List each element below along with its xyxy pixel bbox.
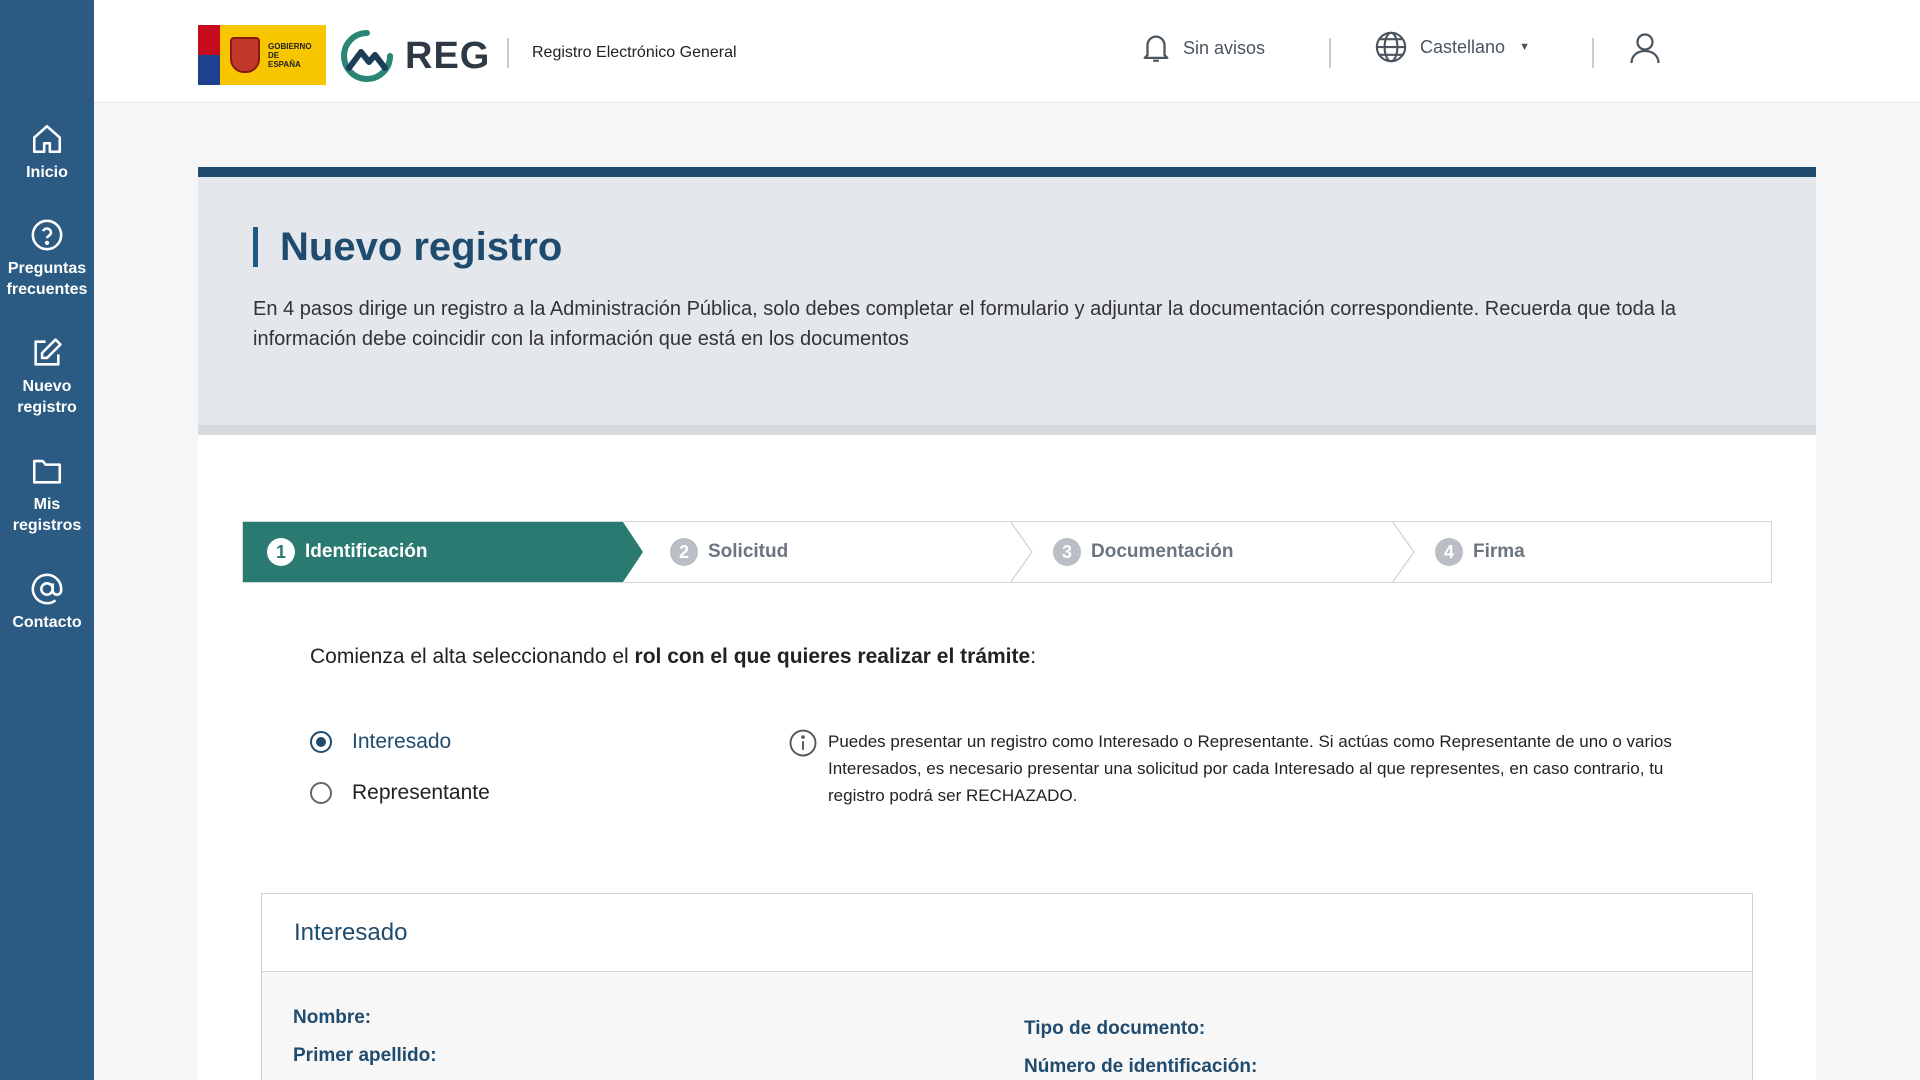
step-separator-icon [1008, 521, 1038, 583]
step-label: Identificación [305, 541, 428, 562]
field-label-primer-apellido: Primer apellido: [293, 1045, 437, 1066]
sidebar-item-label: Inicio [26, 164, 68, 181]
notifications-label: Sin avisos [1183, 37, 1266, 58]
radio-label: Representante [352, 781, 490, 804]
eu-stripe-icon [198, 25, 220, 85]
step-label: Solicitud [708, 541, 789, 562]
language-label: Castellano [1420, 36, 1506, 57]
sidebar-item-nuevo-registro[interactable] [0, 336, 94, 418]
info-text: Puedes presentar un registro como Interesado o Representante. Si actúas como Representante de uno o varios Interesados, es necesario presentar una solicitud por cada Interesado al que representes, en caso contrario, tu registro podrá ser RECHAZADO. [828, 732, 1672, 805]
edit-icon [30, 336, 64, 370]
step-number: 3 [1053, 538, 1081, 566]
step-label: Documentación [1091, 541, 1234, 562]
coat-of-arms-icon [230, 37, 260, 73]
radio-interesado[interactable] [310, 730, 451, 754]
step-separator-icon [1390, 521, 1420, 583]
radio-button-checked[interactable] [310, 731, 332, 753]
step-label: Firma [1473, 541, 1525, 562]
role-info-note [788, 728, 1708, 809]
folder-icon [30, 454, 64, 488]
section-body [262, 972, 1752, 1080]
bell-icon [1139, 30, 1173, 66]
role-intro-bold: rol con el que quieres realizar el trámite [634, 645, 1031, 668]
radio-representante[interactable] [310, 781, 490, 805]
chevron-down-icon: ▼ [1519, 41, 1530, 53]
section-title: Interesado [262, 894, 1752, 972]
interesado-section [261, 893, 1753, 1080]
role-intro-suffix: : [1030, 645, 1037, 668]
main-content [198, 435, 1816, 1080]
sidebar-item-faq[interactable] [0, 218, 94, 300]
header-divider [1329, 38, 1331, 68]
intro-description: En 4 pasos dirige un registro a la Administración Pública, solo debes completar el formulario y adjuntar la documentación correspondiente. Recuerda que toda la información debe coincidir con la información que está en los documentos [253, 298, 1677, 350]
field-label-numero-identificacion: Número de identificación: [1024, 1056, 1258, 1077]
sidebar-item-mis-registros[interactable] [0, 454, 94, 536]
header-divider [507, 38, 509, 68]
sidebar-item-contacto[interactable] [0, 572, 94, 633]
brand-name: REG [405, 34, 491, 77]
field-label-tipo-documento: Tipo de documento: [1024, 1018, 1206, 1039]
sidebar-item-label: Mis registros [12, 496, 82, 534]
step-solicitud[interactable] [670, 522, 788, 582]
sidebar-item-label: Nuevo registro [17, 378, 77, 416]
step-documentacion[interactable] [1053, 522, 1234, 582]
stepper [242, 521, 1772, 583]
step-identificacion[interactable] [267, 522, 427, 582]
top-header [94, 0, 1920, 103]
step-number: 4 [1435, 538, 1463, 566]
intro-bottom-border [198, 425, 1816, 435]
sidebar [0, 0, 94, 1080]
card-top-bar [198, 167, 1816, 177]
step-number: 2 [670, 538, 698, 566]
role-instructions [310, 645, 1036, 669]
role-intro-prefix: Comienza el alta seleccionando el [310, 645, 635, 668]
reg-mountain-icon [339, 28, 395, 84]
radio-label: Interesado [352, 730, 452, 753]
gobierno-logo[interactable] [198, 25, 326, 85]
info-icon [788, 728, 818, 758]
sidebar-item-label: Preguntas frecuentes [6, 260, 88, 298]
app-subtitle: Registro Electrónico General [532, 44, 737, 61]
home-icon [30, 122, 64, 156]
reg-logo[interactable] [339, 28, 490, 84]
sidebar-item-inicio[interactable] [0, 122, 94, 183]
page-title: Nuevo registro [253, 227, 562, 267]
step-firma[interactable] [1435, 522, 1525, 582]
question-icon [30, 218, 64, 252]
user-icon[interactable] [1627, 30, 1663, 66]
step-number: 1 [267, 538, 295, 566]
globe-icon [1374, 30, 1408, 64]
header-divider [1592, 38, 1594, 68]
radio-button[interactable] [310, 782, 332, 804]
at-sign-icon [30, 572, 64, 606]
notifications-button[interactable] [1139, 30, 1265, 66]
sidebar-item-label: Contacto [12, 614, 82, 631]
intro-panel [198, 177, 1816, 435]
gov-logo-text: GOBIERNO DE ESPAÑA [268, 41, 312, 69]
field-label-nombre: Nombre: [293, 1007, 372, 1028]
language-selector[interactable] [1374, 30, 1530, 64]
